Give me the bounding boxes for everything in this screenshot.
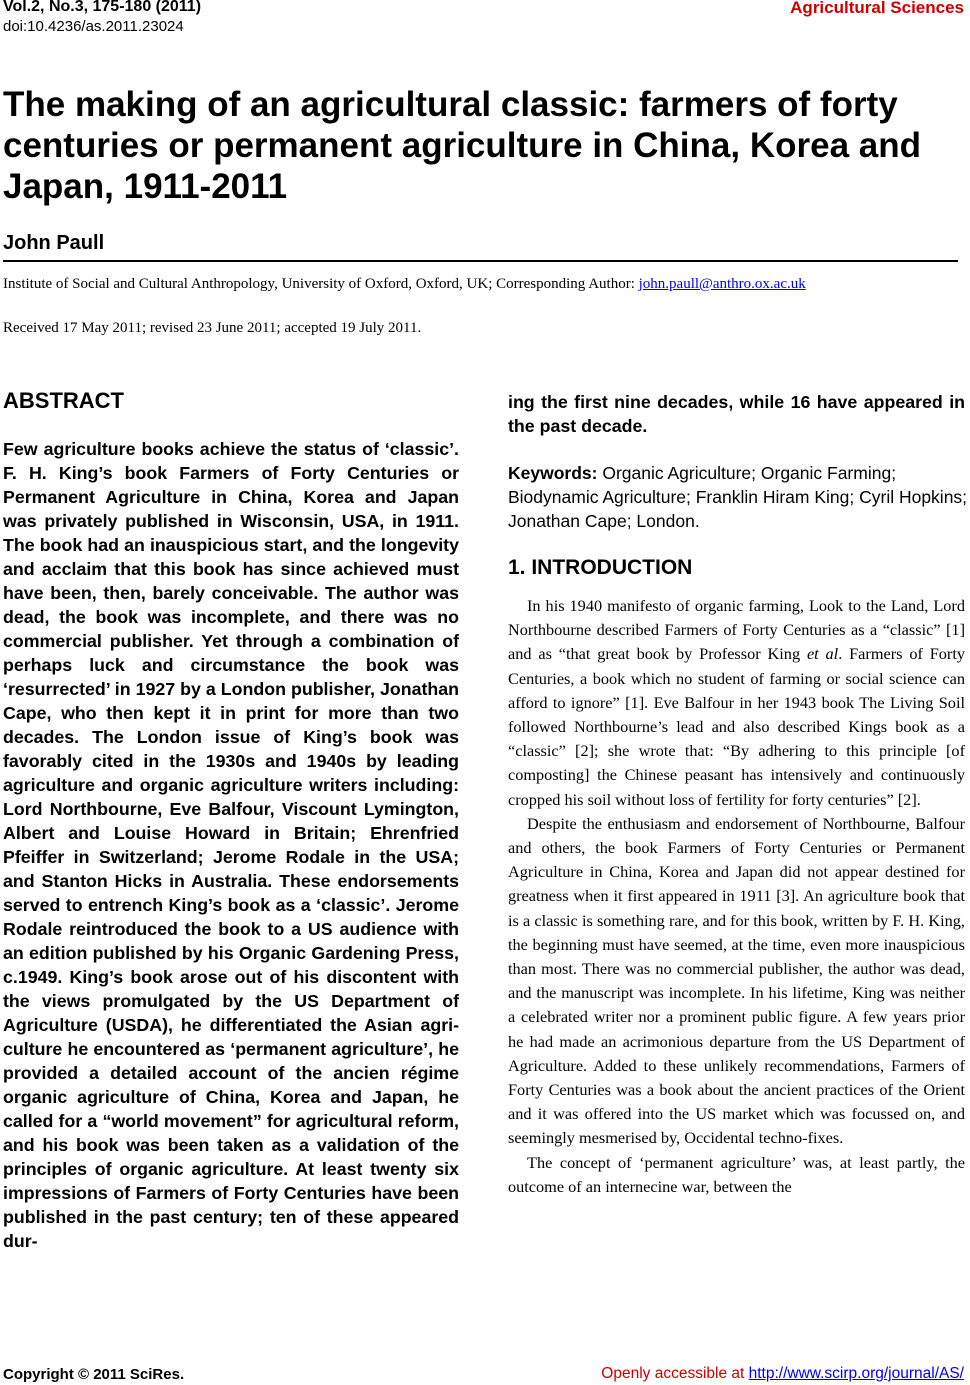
- affiliation-text: Institute of Social and Cultural Anthropology, University of Oxford, Oxford, UK; Corresponding Author:: [3, 276, 639, 292]
- intro-p1-text-a: In his 1940 manifesto of organic farming, Look to the Land, Lord Northbourne described Farmers of Forty Centuries as a “classic” [1] and as “that great book by Professor King: [508, 596, 965, 664]
- open-access-text: Openly accessible at: [601, 1365, 749, 1382]
- intro-p1-text-b: . Farmers of Forty Centuries, a book which no student of farming or social science can afford to ignore” [1]. Eve Balfour in her 1943 book The Living Soil followed Northbourne’s lead and also described Kings book as a “classic” [2]; she wrote that: “By adhering to this principle [of composting] the Chinese peasant has intensively and continuously cropped his soil without loss of fertility for forty centuries” [2].: [508, 644, 966, 809]
- intro-p1-etal: et al: [806, 644, 839, 664]
- keywords-list: Organic Agriculture; Organic Farming; Biodynamic Agriculture; Franklin Hiram King; Cyril Hopkins; Jonathan Cape; London.: [508, 463, 968, 531]
- abstract-paragraph-continued: ing the first nine decades, while 16 have appeared in the past decade.: [508, 392, 965, 436]
- intro-paragraph-3: The concept of ‘permanent agriculture’ was, at least partly, the outcome of an internecine war, between the: [508, 1152, 965, 1196]
- affiliation: [3, 276, 806, 293]
- journal-name: Agricultural Sciences: [790, 0, 964, 17]
- author-name: John Paull: [3, 232, 105, 254]
- intro-paragraph-1: [508, 594, 965, 812]
- received-dates: Received 17 May 2011; revised 23 June 2011; accepted 19 July 2011.: [3, 320, 422, 336]
- introduction-heading: 1. INTRODUCTION: [508, 556, 693, 579]
- intro-paragraph-2: Despite the enthusiasm and endorsement of Northbourne, Balfour and others, the book Farmers of Forty Centuries or Permanent Agriculture in China, Korea and Japan did not appear destined for greatness when it first appeared in 1911 [3]. An agriculture book that is a classic is something rare, and for this book, written by F. H. King, the beginning must have seemed, at the time, even more inauspicious than most. There was no commercial publisher, the author was dead, and the manuscript was incomplete. In his lifetime, King was neither a celebrated writer nor a prominent public figure. A few years prior he had made an acrimonious departure from the US Department of Agriculture. Added to these unlikely recommendations, Farmers of Forty Centuries was a book about the ancient practices of the Orient and it was offered into the US market which was focussed on, and seemingly mesmerised by, Occidental techno-fixes.: [508, 813, 965, 1148]
- abstract-paragraph: Few agriculture books achieve the status of ‘classic’. F. H. King’s book Farmers of Forty Centuries or Permanent Agriculture in China, Korea and Japan was privately published in Wisconsin, USA, in 1911. The book had an inauspicious start, and the longevity and acclaim that this book has since achieved must have been, then, barely conceivable. The author was dead, the book was incomplete, and there was no commercial publisher. Yet through a combination of perhaps luck and circumstance the book was ‘resurrected’ in 1927 by a London publisher, Jonathan Cape, who then kept it in print for more than two decades. The London issue of King’s book was favorably cited in the 1930s and 1940s by leading agriculture and organic agriculture writers including: Lord Northbourne, Eve Balfour, Viscount Lymington, Albert and Louise Howard in Britain; Ehrenfried Pfeiffer in Switzerland; Jerome Rodale in the USA; and Stanton Hicks in Australia. These endorsements served to entrench King’s book as a ‘classic’. Jerome Rodale reintroduced the book to a US audience with an edition published by his Organic Gardening Press, c.1949. King’s book arose out of his discontent with the views promulgated by the US Department of Agriculture (USDA), he differentiated the Asian agriculture he encountered as ‘permanent agriculture’, he provided a detailed account of the ancien régime organic agriculture of China, Korea and Japan, he called for a “world movement” for agricultural reform, and his book was been taken as a validation of the principles of organic agriculture. At least twenty six impressions of Farmers of Forty Centuries have been published in the past century; ten of these appeared dur-: [3, 439, 459, 1251]
- title-divider: [3, 260, 958, 262]
- keywords: [508, 461, 970, 533]
- introduction-body: [508, 594, 965, 1199]
- keywords-label: Keywords:: [508, 463, 598, 483]
- copyright: Copyright © 2011 SciRes.: [3, 1366, 185, 1383]
- journal-url-link[interactable]: http://www.scirp.org/journal/AS/: [748, 1365, 964, 1382]
- abstract-continuation: [508, 390, 965, 438]
- doi: doi:10.4236/as.2011.23024: [3, 18, 184, 35]
- volume-info: Vol.2, No.3, 175-180 (2011): [3, 0, 202, 15]
- abstract-body: [3, 437, 459, 1253]
- article-title: The making of an agricultural classic: farmers of forty centuries or permanent agriculture in China, Korea and Japan, 1911-2011: [3, 85, 921, 206]
- open-access-note: [601, 1365, 964, 1383]
- author-email-link[interactable]: john.paull@anthro.ox.ac.uk: [638, 276, 806, 292]
- abstract-heading: ABSTRACT: [3, 388, 124, 413]
